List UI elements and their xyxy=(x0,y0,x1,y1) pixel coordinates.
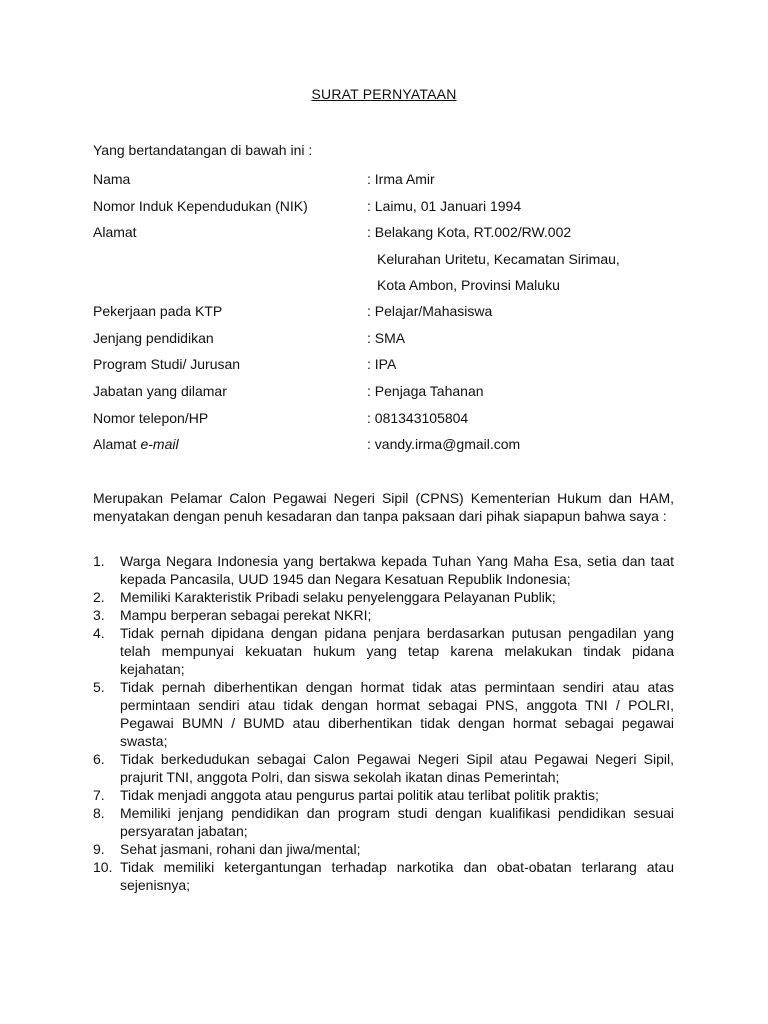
statement-list xyxy=(93,552,674,894)
field-label-jabatan: Jabatan yang dilamar xyxy=(93,383,227,399)
field-label-pekerjaan: Pekerjaan pada KTP xyxy=(93,303,223,319)
list-item-number: 7. xyxy=(93,787,105,803)
statement-paragraph: Merupakan Pelamar Calon Pegawai Negeri Sipil (CPNS) Kementerian Hukum dan HAM, menyatakan dengan penuh kesadaran dan tanpa paksaan dari pihak siapapun bahwa saya : xyxy=(93,490,674,524)
list-item-text: Mampu berperan sebagai perekat NKRI; xyxy=(120,607,372,623)
document-title: SURAT PERNYATAAN xyxy=(311,86,457,102)
field-label-email xyxy=(93,436,179,452)
list-item-number: 4. xyxy=(93,625,105,641)
list-item-number: 5. xyxy=(93,679,105,695)
list-item xyxy=(93,678,674,750)
intro-text: Yang bertandatangan di bawah ini : xyxy=(93,142,313,158)
field-label-prodi: Program Studi/ Jurusan xyxy=(93,356,241,372)
list-item-text: Warga Negara Indonesia yang bertakwa kepada Tuhan Yang Maha Esa, setia dan taat kepada Pancasila, UUD 1945 dan Negara Kesatuan Republik Indonesia; xyxy=(120,553,674,587)
list-item xyxy=(93,840,674,858)
field-value-alamat: : Belakang Kota, RT.002/RW.002 xyxy=(367,224,572,240)
field-value-email: : vandy.irma@gmail.com xyxy=(367,436,521,452)
field-label-jenjang: Jenjang pendidikan xyxy=(93,330,214,346)
list-item-number: 1. xyxy=(93,553,105,569)
field-label-nik: Nomor Induk Kependudukan (NIK) xyxy=(93,198,308,214)
field-label-telepon: Nomor telepon/HP xyxy=(93,410,209,426)
list-item xyxy=(93,786,674,804)
list-item-text: Memiliki Karakteristik Pribadi selaku penyelenggara Pelayanan Publik; xyxy=(120,589,556,605)
list-item xyxy=(93,624,674,678)
list-item-text: Tidak menjadi anggota atau pengurus partai politik atau terlibat politik praktis; xyxy=(120,787,599,803)
list-item-number: 10. xyxy=(93,859,113,875)
list-item-text: Tidak pernah dipidana dengan pidana penjara berdasarkan putusan pengadilan yang telah mempunyai kekuatan hukum yang tetap karena melakukan tindak pidana kejahatan; xyxy=(120,625,674,677)
field-value-nama: : Irma Amir xyxy=(367,171,435,187)
field-value-pekerjaan: : Pelajar/Mahasiswa xyxy=(367,303,493,319)
list-item xyxy=(93,606,674,624)
list-item-number: 6. xyxy=(93,751,105,767)
list-item xyxy=(93,804,674,840)
list-item-number: 2. xyxy=(93,589,105,605)
field-value-jabatan: : Penjaga Tahanan xyxy=(367,383,484,399)
list-item-text: Memiliki jenjang pendidikan dan program studi dengan kualifikasi pendidikan sesuai persyaratan jabatan; xyxy=(120,805,674,839)
list-item-text: Sehat jasmani, rohani dan jiwa/mental; xyxy=(120,841,361,857)
list-item xyxy=(93,858,674,894)
list-item-text: Tidak berkedudukan sebagai Calon Pegawai Negeri Sipil atau Pegawai Negeri Sipil, prajurit TNI, anggota Polri, dan siswa sekolah ikatan dinas Pemerintah; xyxy=(120,751,674,785)
list-item-number: 3. xyxy=(93,607,105,623)
field-value-jenjang: : SMA xyxy=(367,330,406,346)
list-item xyxy=(93,588,674,606)
field-value-alamat-line2: Kelurahan Uritetu, Kecamatan Sirimau, xyxy=(377,251,620,267)
list-item-number: 8. xyxy=(93,805,105,821)
field-label-nama: Nama xyxy=(93,171,131,187)
list-item xyxy=(93,750,674,786)
list-item-text: Tidak pernah diberhentikan dengan hormat tidak atas permintaan sendiri atau atas permintaan sendiri atau tidak dengan hormat sebagai PNS, anggota TNI / POLRI, Pegawai BUMN / BUMD atau diberhentikan tidak dengan hormat sebagai pegawai swasta; xyxy=(120,679,674,749)
field-label-email-italic: e-mail xyxy=(140,436,179,452)
field-label-email-prefix: Alamat xyxy=(93,436,141,452)
field-value-telepon: : 081343105804 xyxy=(367,410,469,426)
field-value-nik: : Laimu, 01 Januari 1994 xyxy=(367,198,522,214)
field-value-prodi: : IPA xyxy=(367,356,397,372)
list-item-text: Tidak memiliki ketergantungan terhadap narkotika dan obat-obatan terlarang atau sejenisnya; xyxy=(120,859,674,893)
field-label-alamat: Alamat xyxy=(93,224,137,240)
list-item xyxy=(93,552,674,588)
field-value-alamat-line3: Kota Ambon, Provinsi Maluku xyxy=(377,277,560,293)
list-item-number: 9. xyxy=(93,841,105,857)
